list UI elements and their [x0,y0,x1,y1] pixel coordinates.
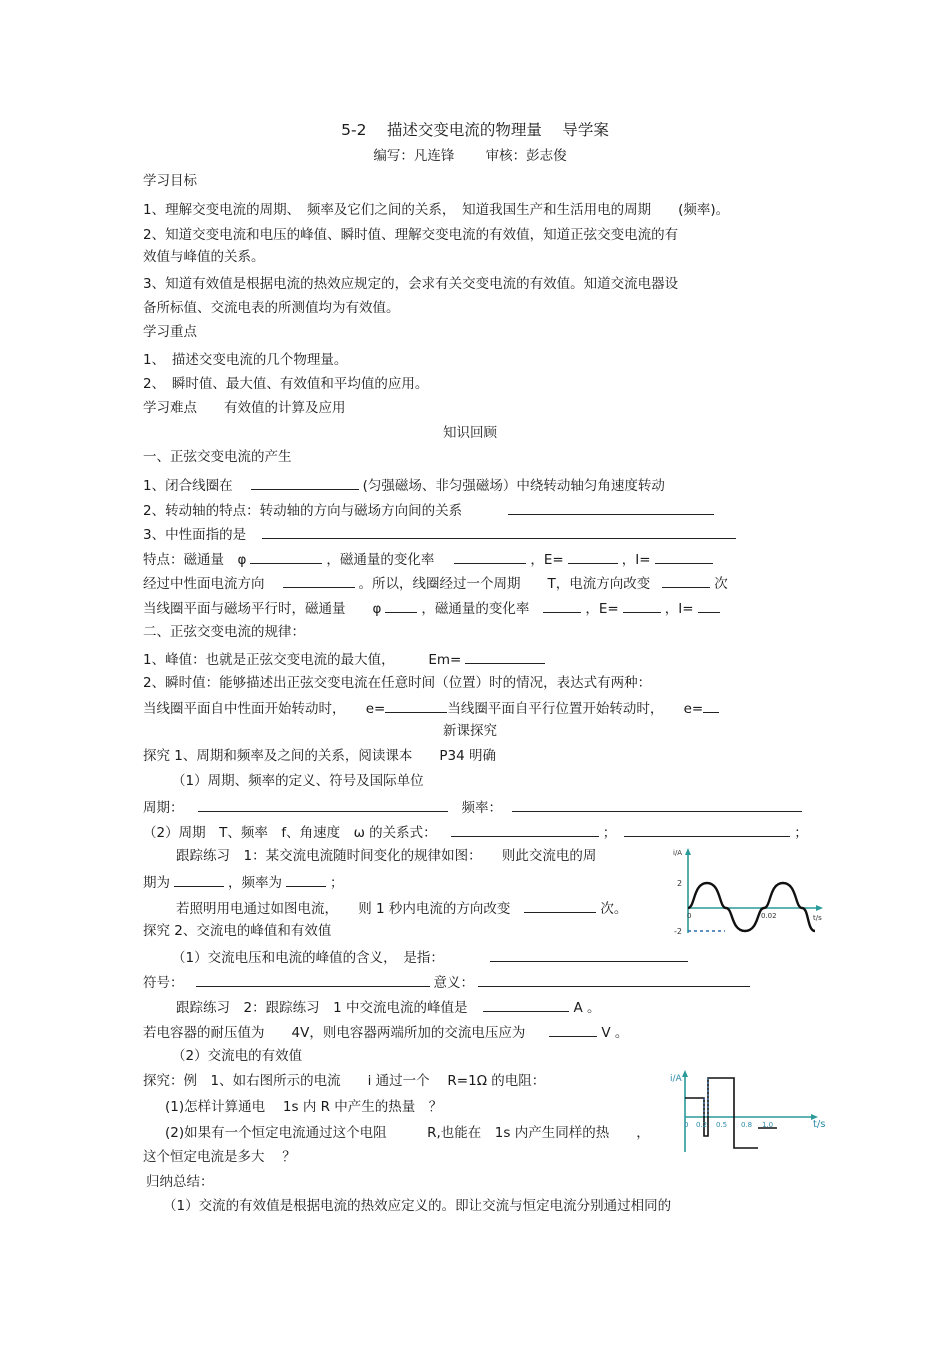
answer-blank[interactable] [508,500,714,515]
fig1-y-top: 2 [677,879,683,888]
key-heading: 学习重点 [143,324,197,340]
review-line-4 [143,549,717,569]
ex1-text-b: ，频率为 [228,875,282,891]
answer-blank[interactable] [286,872,326,887]
symbol-meaning-line [143,972,754,992]
answer-blank[interactable] [262,524,736,539]
question-3: 这个恒定电流是多大 ？ [143,1149,296,1165]
answer-blank[interactable] [251,475,359,490]
answer-blank[interactable] [483,997,569,1012]
frequency-label: 频率： [461,800,502,816]
ex1-text-c: ； [330,875,344,891]
exercise-1-a: 跟踪练习 1：某交流电流随时间变化的规律如图： 则此交流电的周 [176,848,597,864]
period-frequency-line [143,797,806,817]
explore-2-2: （2）交流电的有效值 [172,1048,303,1064]
meaning-label: 意义： [433,975,474,991]
instant-expr-b: 当线圈平面自平行位置开始转动时， e= [447,701,704,717]
answer-blank[interactable] [698,598,720,613]
fig1-ylabel: i/A [673,849,683,857]
explore-2-1-text: （1）交流电压和电流的峰值的含义， 是指： [172,950,444,966]
example-1: 探究：例 1、如右图所示的电流 i 通过一个 R=1Ω 的电阻： [143,1073,546,1089]
fig1-xlabel: t/s [813,914,822,922]
answer-blank[interactable] [174,872,224,887]
key-2: 2、 瞬时值、最大值、有效值和平均值的应用。 [143,376,429,392]
relation-line [143,822,808,842]
fig2-x-tick-4: 1.0 [762,1121,774,1129]
frequency-answer-blank[interactable] [512,797,802,812]
review-4-text-a: 特点：磁通量 φ [143,552,247,568]
ex2-text-d: V 。 [601,1025,629,1041]
difficulty: 学习难点 有效值的计算及应用 [143,400,346,416]
answer-blank[interactable] [283,573,355,588]
review-6-text-c: ，E= [585,601,619,617]
review-line-2 [143,500,718,520]
goal-2b: 效值与峰值的关系。 [143,249,265,265]
review-line-1 [143,475,665,495]
fig2-x-tick-1: 0.2 [696,1121,708,1129]
fig1-x-tick: 0.02 [761,912,777,920]
ex2-text-b: A 。 [573,1000,601,1016]
goal-3a: 3、知道有效值是根据电流的热效应规定的，会求有关交变电流的有效值。知道交流电器设 [143,276,679,292]
answer-blank[interactable] [662,573,710,588]
goal-2a: 2、知道交变电流和电压的峰值、瞬时值、理解交变电流的有效值，知道正弦交变电流的有 [143,227,679,243]
answer-blank[interactable] [624,822,790,837]
separator: ； [602,825,617,841]
summary-1: （1）交流的有效值是根据电流的热效应定义的。即让交流与恒定电流分别通过相同的 [163,1198,672,1214]
explore-2-1 [172,947,692,967]
review-1-text-b: (匀强磁场、非匀强磁场）中绕转动轴匀角速度转动 [362,478,665,494]
section-1-heading: 一、正弦交变电流的产生 [143,449,292,465]
review-4-text-b: ，磁通量的变化率 [326,552,435,568]
fig2-xlabel: t/s [813,1119,826,1130]
ex1-text-d: 若照明用电通过如图电流， 则 1 秒内电流的方向改变 [176,901,511,917]
goal-3b: 备所标值、交流电表的所测值均为有效值。 [143,300,400,316]
instant-line: 2、瞬时值：能够描述出正弦交变电流在任意时间（位置）时的情况，表达式有两种： [143,675,652,691]
review-6-text-b: ，磁通量的变化率 [421,601,530,617]
instant-expr-a: 当线圈平面自中性面开始转动时， e= [143,701,386,717]
review-1-text: 1、闭合线圈在 [143,478,233,494]
answer-blank[interactable] [543,598,581,613]
symbol-label: 符号： [143,975,184,991]
fig2-ylabel: i/A [670,1074,682,1084]
review-4-text-d: ，I= [621,552,651,568]
answer-blank[interactable] [568,549,618,564]
page-title: 5-2 描述交变电流的物理量 导学案 [341,121,609,139]
exercise-2-a [176,997,601,1017]
fig1-origin: 0 [687,912,692,920]
key-1: 1、 描述交变电流的几个物理量。 [143,352,348,368]
authors: 编写：凡连锋 审核：彭志俊 [373,148,567,164]
question-1: (1)怎样计算通电 1s 内 R 中产生的热量 ？ [165,1099,443,1115]
answer-blank[interactable] [623,598,661,613]
explore-2: 探究 2、交流电的峰值和有效值 [143,923,332,939]
fig2-x-tick-0: 0 [684,1121,689,1129]
fig1-y-bottom: -2 [674,927,682,936]
ex2-text-c: 若电容器的耐压值为 4V，则电容器两端所加的交流电压应为 [143,1025,526,1041]
exercise-2-b [143,1022,628,1042]
summary-heading: 归纳总结： [146,1174,214,1190]
review-5-text-a: 经过中性面电流方向 [143,576,265,592]
square-wave-figure [665,1065,835,1160]
review-5-text-b: 。所以，线圈经过一个周期 T，电流方向改变 [358,576,651,592]
answer-blank[interactable] [655,549,713,564]
sine-wave-figure [665,845,835,935]
ex1-text-a: 期为 [143,875,170,891]
exercise-1-b [143,872,344,892]
answer-blank[interactable] [385,598,417,613]
review-4-text-c: ，E= [530,552,564,568]
explore-1: 探究 1、周期和频率及之间的关系，阅读课本 P34 明确 [143,748,496,764]
instant-expr-line [143,698,719,718]
goals-heading: 学习目标 [143,173,197,189]
review-line-3 [143,524,740,544]
separator: ； [794,825,808,841]
period-answer-blank[interactable] [198,797,448,812]
answer-blank[interactable] [703,698,719,713]
answer-blank[interactable] [524,898,596,913]
answer-blank[interactable] [454,549,526,564]
answer-blank[interactable] [451,822,599,837]
goal-1: 1、理解交变电流的周期、 频率及它们之间的关系， 知道我国生产和生活用电的周期 (频率)。 [143,202,730,218]
review-6-text-d: ，I= [664,601,694,617]
answer-blank[interactable] [490,947,688,962]
answer-blank[interactable] [465,649,545,664]
fig2-x-tick-3: 0.8 [741,1121,753,1129]
answer-blank[interactable] [385,698,447,713]
new-lesson-heading: 新课探究 [443,723,497,739]
answer-blank[interactable] [250,549,322,564]
answer-blank[interactable] [549,1022,597,1037]
fig2-x-tick-2: 0.5 [716,1121,728,1129]
review-line-6 [143,598,724,618]
peak-text: 1、峰值：也就是正弦交变电流的最大值， Em= [143,652,462,668]
review-6-text-a: 当线圈平面与磁场平行时，磁通量 φ [143,601,382,617]
review-heading: 知识回顾 [443,425,497,441]
explore-1-1: （1）周期、频率的定义、符号及国际单位 [172,773,424,789]
meaning-answer-blank[interactable] [478,972,750,987]
ex2-text-a: 跟踪练习 2：跟踪练习 1 中交流电流的峰值是 [176,1000,468,1016]
relation-text: （2）周期 T、频率 f、角速度 ω 的关系式： [143,825,437,841]
period-label: 周期： [143,800,184,816]
exercise-1-c [176,898,627,918]
review-3-text: 3、中性面指的是 [143,527,247,543]
question-2: (2)如果有一个恒定电流通过这个电阻 R,也能在 1s 内产生同样的热 ， [165,1125,650,1141]
review-5-text-c: 次 [714,576,728,592]
review-2-text: 2、转动轴的特点：转动轴的方向与磁场方向间的关系 [143,503,463,519]
symbol-answer-blank[interactable] [196,972,430,987]
section-2-heading: 二、正弦交变电流的规律： [143,624,305,640]
ex1-text-e: 次。 [600,901,628,917]
review-line-5 [143,573,728,593]
peak-line [143,649,549,669]
